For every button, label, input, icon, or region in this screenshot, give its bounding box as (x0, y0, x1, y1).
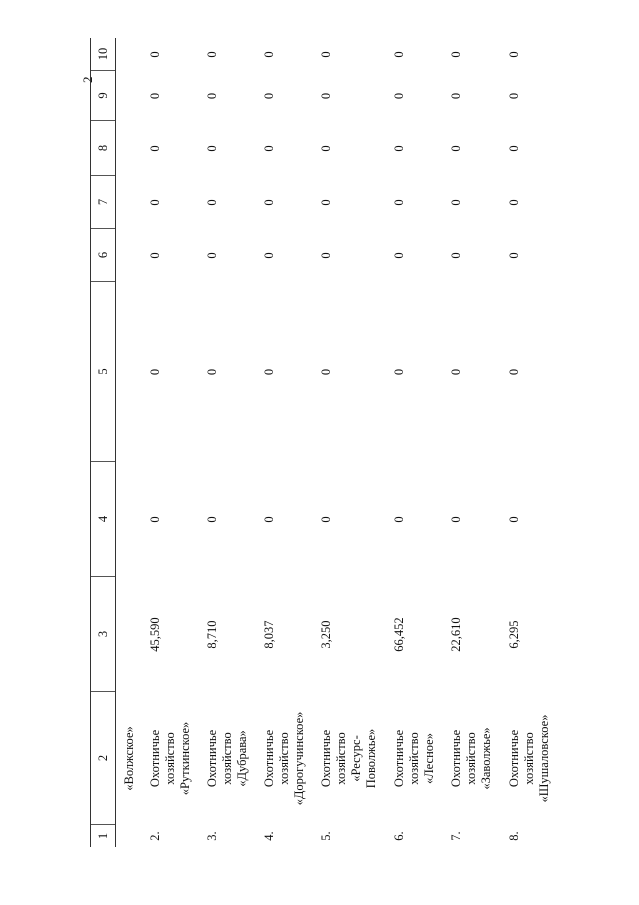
header-cell-10: 10 (91, 38, 115, 71)
cell-c5: 0 (262, 368, 276, 376)
cell-name: Охотничье хозяйство «Лесное» (392, 729, 436, 788)
cell-c10: 0 (392, 51, 406, 58)
cell-c5: 0 (392, 368, 406, 376)
cell-c6: 0 (507, 252, 521, 259)
cell-num: 7. (449, 831, 463, 841)
cell-c10: 0 (262, 51, 276, 58)
cell-c10: 0 (205, 51, 219, 58)
cell-c6: 0 (148, 252, 162, 259)
cell-c9: 0 (319, 92, 333, 100)
cell-name: Охотничье хозяйство «Дубрава» (205, 729, 249, 788)
cell-c9: 0 (205, 92, 219, 100)
cell-c8: 0 (392, 145, 406, 152)
cell-c10: 0 (319, 51, 333, 58)
cell-area: 66,452 (392, 617, 406, 652)
cell-c9: 0 (148, 92, 162, 100)
cell-area: 22,610 (449, 617, 463, 652)
header-cell-4: 4 (91, 462, 115, 577)
table-row (441, 38, 499, 847)
cell-c7: 0 (449, 199, 463, 206)
cell-name: Охотничье хозяйство «Руткинское» (148, 721, 192, 796)
cell-c10: 0 (148, 51, 162, 58)
cell-c4: 0 (392, 516, 406, 523)
table-header-row (90, 38, 116, 847)
cell-c4: 0 (262, 516, 276, 523)
cell-c7: 0 (262, 199, 276, 206)
cell-c7: 0 (507, 199, 521, 206)
cell-area: 45,590 (148, 617, 162, 652)
table-row (499, 38, 565, 847)
cell-c4: 0 (507, 516, 521, 523)
cell-c4: 0 (205, 516, 219, 523)
cell-num: 5. (319, 831, 333, 841)
cell-num: 4. (262, 831, 276, 841)
header-cell-5: 5 (91, 282, 115, 462)
table-row (197, 38, 254, 847)
cell-name: Охотничье хозяйство «Заволжье» (449, 727, 493, 790)
cell-c6: 0 (205, 252, 219, 259)
cell-c9: 0 (262, 92, 276, 100)
cell-area: 8,037 (262, 620, 276, 649)
cell-num: 8. (507, 831, 521, 841)
cell-c6: 0 (319, 252, 333, 259)
cell-c6: 0 (262, 252, 276, 259)
continuation-name-cell: «Волжское» (122, 726, 136, 791)
data-table (90, 38, 565, 847)
header-cell-6: 6 (91, 229, 115, 282)
cell-c5: 0 (205, 368, 219, 376)
cell-c7: 0 (392, 199, 406, 206)
cell-c5: 0 (507, 368, 521, 376)
header-cell-3: 3 (91, 577, 115, 692)
cell-c5: 0 (449, 368, 463, 376)
cell-c8: 0 (319, 145, 333, 152)
header-cell-1: 1 (96, 832, 110, 840)
cell-area: 8,710 (205, 620, 219, 649)
cell-c6: 0 (392, 252, 406, 259)
header-cell-7: 7 (91, 176, 115, 229)
cell-c10: 0 (507, 51, 521, 58)
cell-c8: 0 (262, 145, 276, 152)
table-row (311, 38, 384, 847)
table-body (140, 38, 565, 847)
cell-num: 3. (205, 831, 219, 841)
header-cell-2: 2 (91, 692, 115, 825)
cell-c7: 0 (148, 199, 162, 206)
continuation-row (116, 38, 140, 847)
page-number: 2 (80, 76, 95, 83)
cell-num: 6. (392, 831, 406, 841)
cell-c8: 0 (507, 145, 521, 152)
cell-name: Охотничье хозяйство «Шушаловское» (507, 714, 551, 803)
cell-c4: 0 (449, 516, 463, 523)
cell-c8: 0 (148, 145, 162, 152)
header-cell-8: 8 (91, 121, 115, 176)
cell-c9: 0 (449, 92, 463, 100)
cell-c7: 0 (205, 199, 219, 206)
cell-name: Охотничье хозяйство «Дорогучинское» (262, 711, 306, 806)
cell-area: 3,250 (319, 620, 333, 649)
cell-c7: 0 (319, 199, 333, 206)
header-cell-9: 9 (91, 71, 115, 121)
table-row (140, 38, 197, 847)
table-row (384, 38, 441, 847)
cell-c4: 0 (148, 516, 162, 523)
cell-c6: 0 (449, 252, 463, 259)
cell-c5: 0 (319, 368, 333, 376)
cell-num: 2. (148, 831, 162, 841)
cell-c10: 0 (449, 51, 463, 58)
table-row (254, 38, 311, 847)
cell-name: Охотничье хозяйство «Ресурс- Поволжье» (319, 728, 378, 789)
cell-c8: 0 (205, 145, 219, 152)
cell-c5: 0 (148, 368, 162, 376)
cell-c4: 0 (319, 516, 333, 523)
cell-c8: 0 (449, 145, 463, 152)
cell-c9: 0 (392, 92, 406, 100)
cell-area: 6,295 (507, 620, 521, 649)
cell-c9: 0 (507, 92, 521, 100)
